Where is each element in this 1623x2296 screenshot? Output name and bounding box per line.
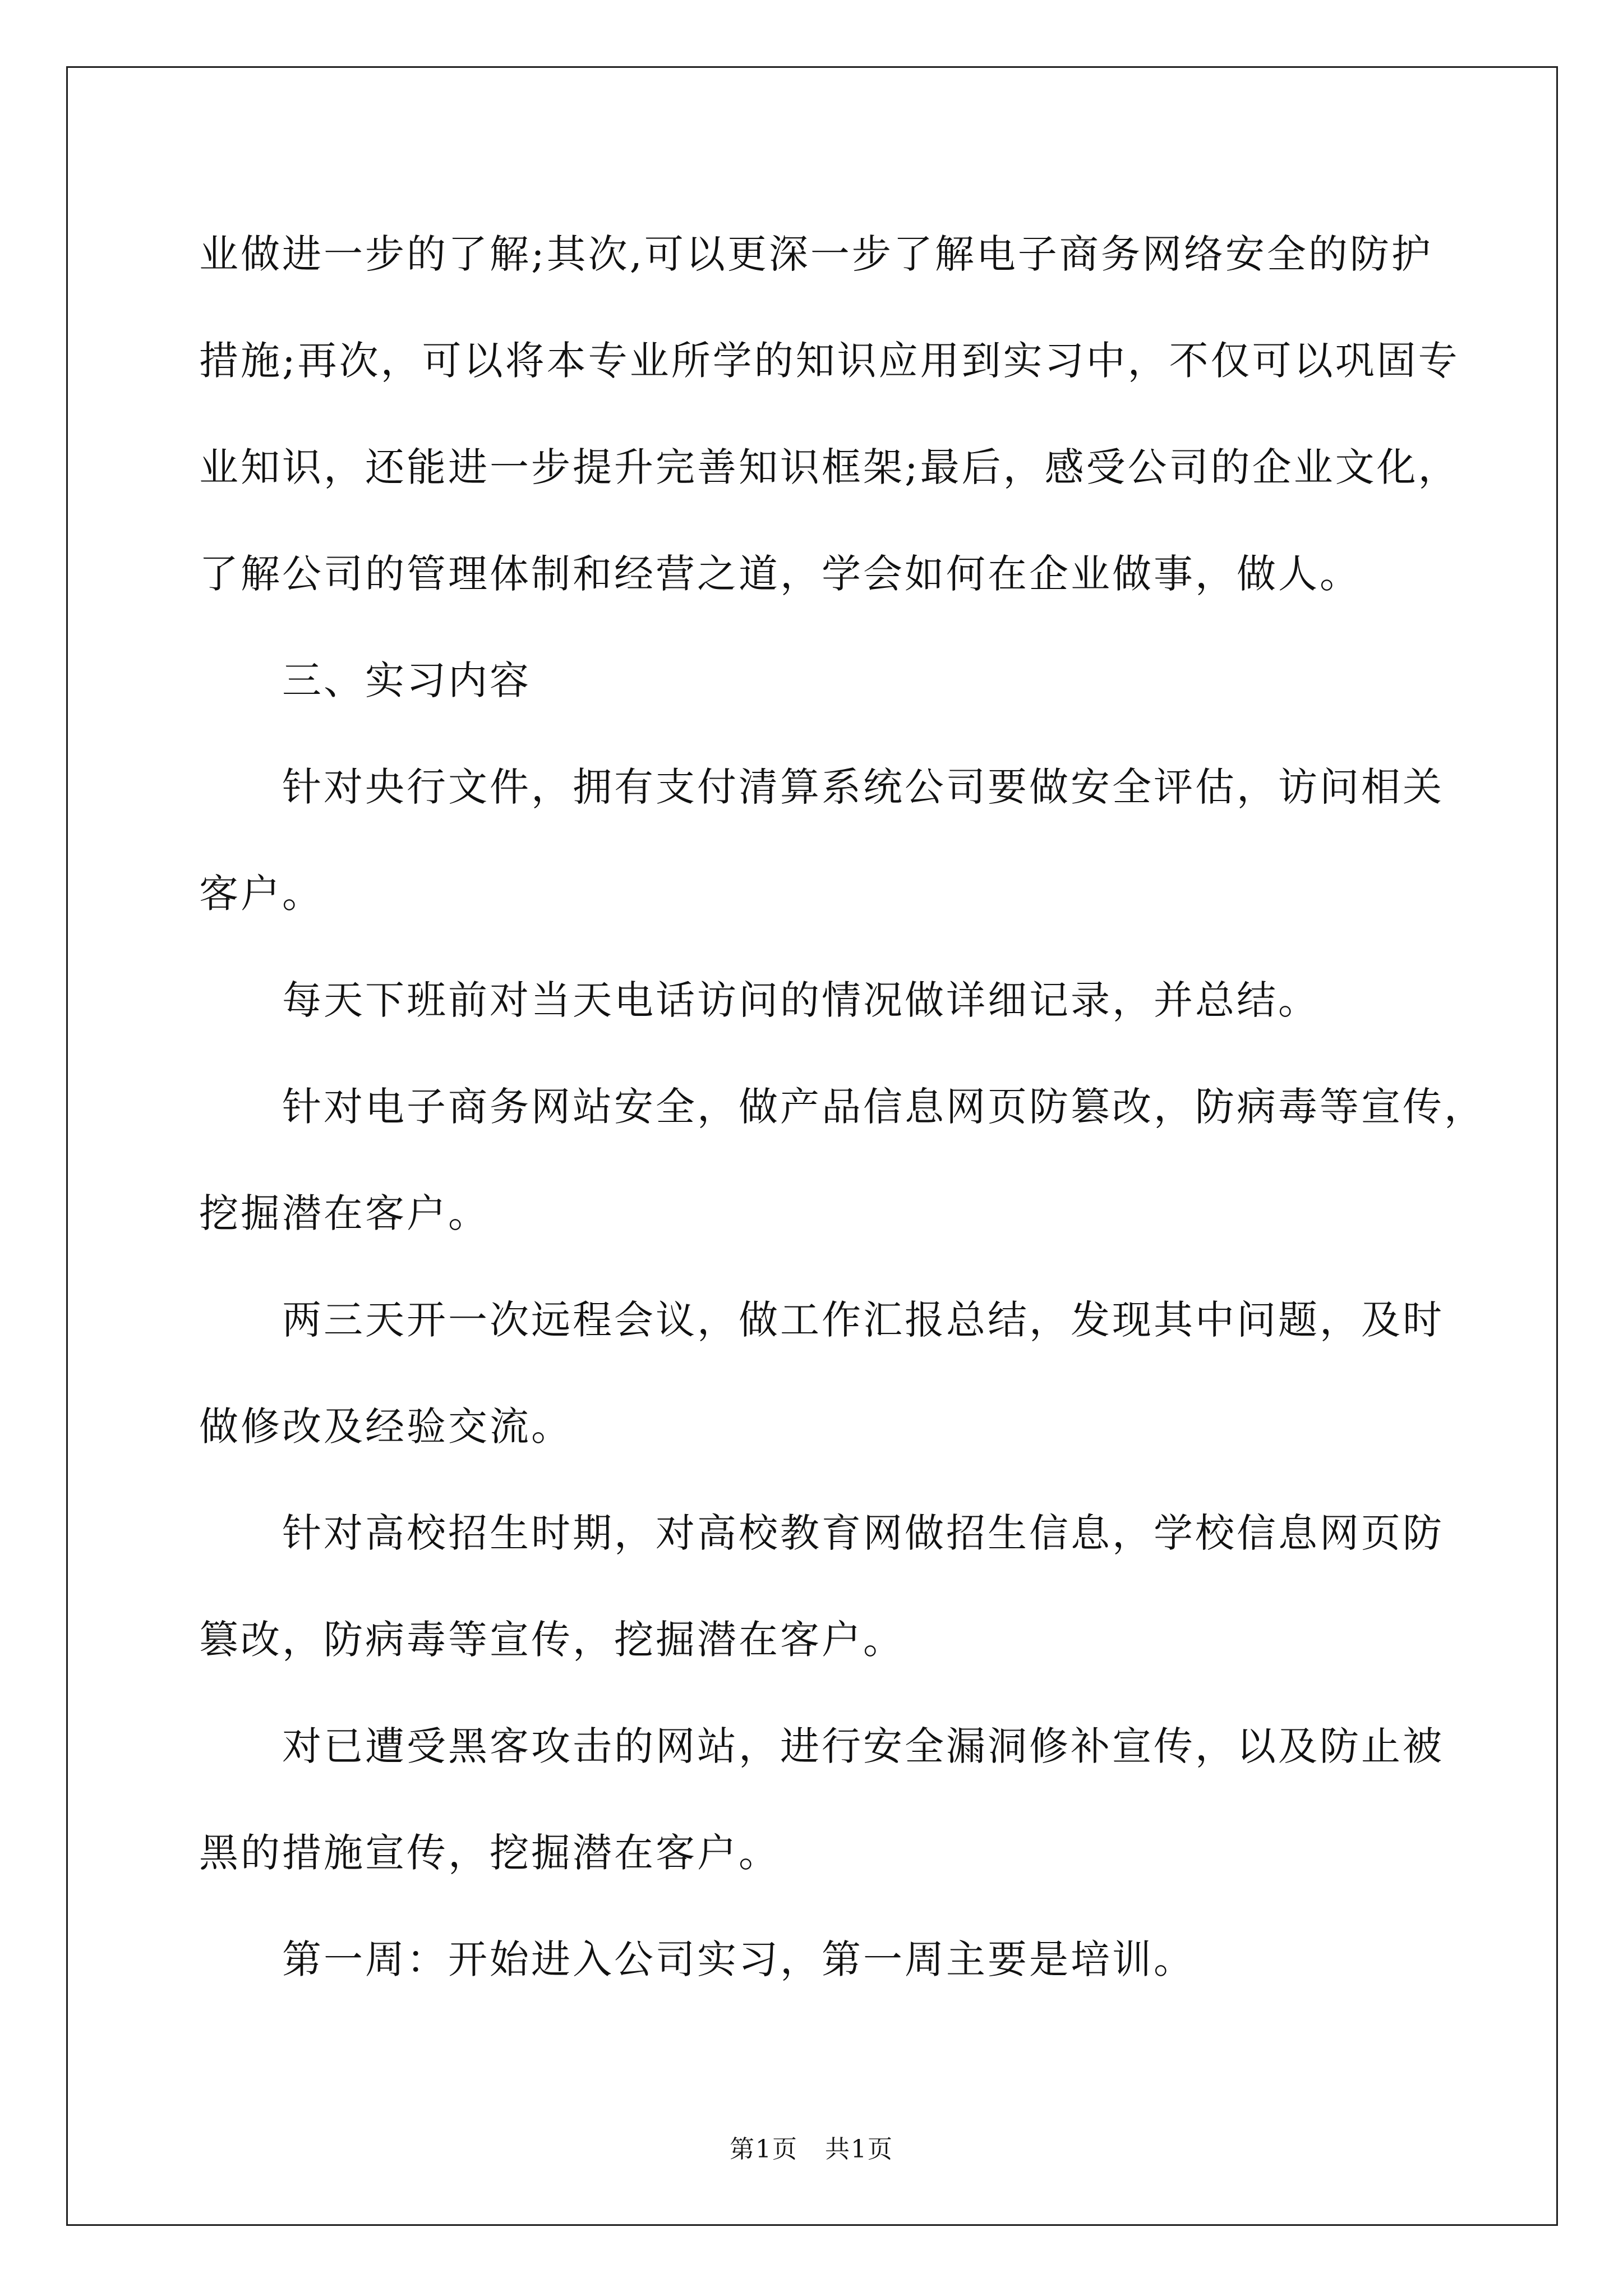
- body-line: 第一周：开始进入公司实习，第一周主要是培训。: [282, 1936, 1195, 1982]
- body-line: 针对电子商务网站安全，做产品信息网页防篡改，防病毒等宣传，: [282, 1084, 1486, 1130]
- body-line: 两三天开一次远程会议，做工作汇报总结，发现其中问题，及时: [282, 1297, 1444, 1343]
- body-line: 针对高校招生时期，对高校教育网做招生信息，学校信息网页防: [282, 1510, 1444, 1556]
- body-line: 挖掘潜在客户。: [199, 1190, 490, 1236]
- body-line: 每天下班前对当天电话访问的情况做详细记录，并总结。: [282, 977, 1320, 1023]
- body-line: 篡改，防病毒等宣传，挖掘潜在客户。: [199, 1617, 905, 1663]
- body-line: 做修改及经验交流。: [199, 1404, 573, 1450]
- body-line: 了解公司的管理体制和经营之道，学会如何在企业做事，做人。: [199, 551, 1361, 597]
- body-line: 措施;再次，可以将本专业所学的知识应用到实习中，不仅可以巩固专: [199, 338, 1460, 384]
- body-line: 对已遭受黑客攻击的网站，进行安全漏洞修补宣传，以及防止被: [282, 1723, 1444, 1769]
- body-line: 业做进一步的了解;其次,可以更深一步了解电子商务网络安全的防护: [199, 231, 1433, 277]
- page-number-footer: 第1页 共1页: [730, 2135, 893, 2164]
- section-heading: 三、实习内容: [282, 657, 531, 703]
- body-line: 客户。: [199, 871, 324, 917]
- document-body: [199, 201, 1486, 2013]
- body-line: 黑的措施宣传，挖掘潜在客户。: [199, 1830, 780, 1876]
- body-line: 针对央行文件，拥有支付清算系统公司要做安全评估，访问相关: [282, 764, 1444, 810]
- body-line: 业知识，还能进一步提升完善知识框架;最后，感受公司的企业文化，: [199, 444, 1460, 490]
